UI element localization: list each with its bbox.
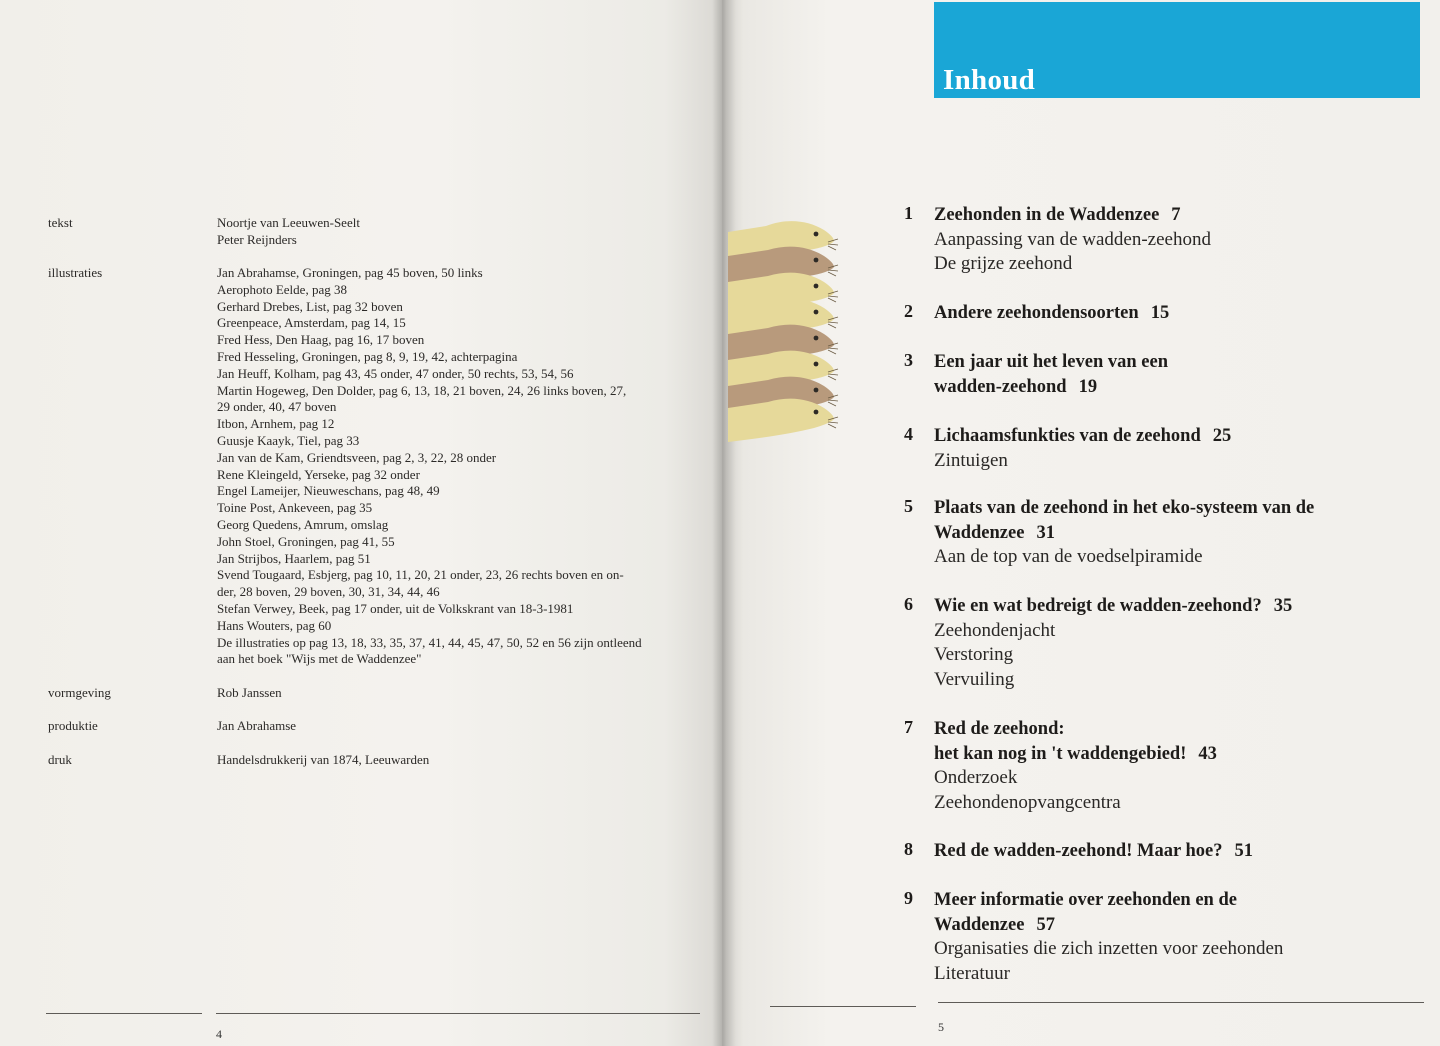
credit-lines (217, 718, 707, 735)
credit-line: De illustraties op pag 13, 18, 33, 35, 37, 41, 44, 45, 47, 50, 52 en 56 zijn ontleend (217, 634, 642, 650)
credit-line: Georg Quedens, Amrum, omslag (217, 516, 389, 532)
footer-rule-short-right (770, 1006, 916, 1007)
credit-line: Jan Abrahamse, Groningen, pag 45 boven, 50 links (217, 265, 483, 280)
toc-body (934, 350, 1374, 399)
toc-body (934, 839, 1374, 864)
toc-page: 31 (1036, 522, 1055, 543)
credit-line: Jan van de Kam, Griendtsveen, pag 2, 3, 22, 28 onder (217, 449, 497, 465)
credit-line: aan het boek "Wijs met de Waddenzee" (217, 651, 422, 667)
contents-header-banner (934, 2, 1420, 98)
toc-page: 51 (1234, 841, 1253, 861)
toc-body (934, 301, 1374, 326)
toc-subtitle: Verstoring (934, 644, 1014, 665)
credit-lines (217, 752, 707, 769)
toc-title-line: wadden-zeehond (934, 376, 1067, 397)
credit-line: Rob Janssen (217, 685, 282, 700)
credit-line: Gerhard Drebes, List, pag 32 boven (217, 298, 403, 314)
toc-number: 1 (904, 203, 913, 223)
book-gutter (712, 0, 736, 1046)
toc-body (934, 717, 1374, 815)
credit-lines (217, 685, 707, 702)
credit-label: vormgeving (48, 685, 111, 700)
credit-label: produktie (48, 718, 98, 733)
credit-line: Fred Hess, Den Haag, pag 16, 17 boven (217, 332, 425, 348)
credit-line: Jan Abrahamse (217, 718, 297, 733)
toc-subtitle: Literatuur (934, 962, 1010, 984)
toc-title-line: Een jaar uit het leven van een (934, 352, 1168, 372)
toc-number: 5 (904, 496, 913, 516)
toc-subtitle: Zeehondenopvangcentra (934, 791, 1121, 813)
seal-heads-illustration (728, 212, 843, 457)
credit-line: Fred Hesseling, Groningen, pag 8, 9, 19, 42, achterpagina (217, 348, 518, 364)
toc-number: 4 (904, 424, 913, 444)
toc-page: 15 (1150, 303, 1170, 323)
toc-subtitle: Vervuiling (934, 668, 1015, 690)
toc-title-line: Andere zeehondensoorten (934, 303, 1139, 323)
toc-subtitle: Aan de top van de voedselpiramide (934, 546, 1203, 567)
credit-line: Engel Lameijer, Nieuweschans, pag 48, 49 (217, 483, 440, 499)
toc-page: 19 (1078, 376, 1098, 397)
toc-body (934, 424, 1374, 473)
footer-rule-short (46, 1013, 202, 1014)
footer-rule-long-right (938, 1002, 1424, 1003)
toc-page: 57 (1036, 914, 1055, 935)
credit-line: John Stoel, Groningen, pag 41, 55 (217, 533, 395, 549)
toc-page: 43 (1198, 743, 1217, 764)
toc-number: 6 (904, 594, 913, 614)
credit-line: Noortje van Leeuwen-Seelt (217, 215, 360, 230)
credit-line: Peter Reijnders (217, 231, 297, 247)
credit-line: Martin Hogeweg, Den Dolder, pag 6, 13, 18, 21 boven, 24, 26 links boven, 27, (217, 382, 627, 398)
toc-page: 35 (1273, 596, 1293, 616)
toc-subtitle: Organisaties die zich inzetten voor zeehonden (934, 938, 1284, 959)
credit-line: Toine Post, Ankeveen, pag 35 (217, 500, 373, 516)
toc-title-line: Plaats van de zeehond in het eko-systeem van de (934, 498, 1315, 518)
credit-label: illustraties (48, 265, 103, 280)
credit-line: Itbon, Arnhem, pag 12 (217, 416, 335, 432)
credit-line: der, 28 boven, 29 boven, 30, 31, 34, 44, 46 (217, 584, 440, 600)
toc-subtitle: Zintuigen (934, 449, 1008, 471)
toc-subtitle: Zeehondenjacht (934, 619, 1056, 641)
toc-title (934, 350, 1374, 375)
toc-title-line: Lichaamsfunkties van de zeehond (934, 426, 1201, 446)
toc-body (934, 203, 1374, 277)
credit-label: tekst (48, 215, 73, 230)
toc-title (934, 521, 1374, 546)
toc-title-line: Wie en wat bedreigt de wadden-zeehond? (934, 596, 1262, 616)
toc-body (934, 594, 1374, 692)
credit-line: Jan Heuff, Kolham, pag 43, 45 onder, 47 onder, 50 rechts, 53, 54, 56 (217, 365, 574, 381)
toc-title (934, 594, 1374, 619)
credit-lines (217, 215, 707, 249)
toc-title (934, 913, 1374, 938)
toc-title (934, 888, 1374, 913)
toc-subtitle: Onderzoek (934, 767, 1018, 788)
toc-number: 3 (904, 350, 913, 370)
credit-line: Jan Strijbos, Haarlem, pag 51 (217, 550, 371, 566)
toc-title (934, 203, 1374, 228)
toc-number: 8 (904, 839, 913, 859)
toc-title (934, 839, 1374, 864)
contents-title: Inhoud (943, 64, 1036, 96)
toc-title-line: Waddenzee (934, 522, 1025, 543)
credit-line: Greenpeace, Amsterdam, pag 14, 15 (217, 315, 406, 331)
credit-line: Svend Tougaard, Esbjerg, pag 10, 11, 20, 21 onder, 23, 26 rechts boven en on- (217, 567, 624, 583)
toc-title (934, 717, 1374, 742)
toc-subtitle: De grijze zeehond (934, 253, 1073, 274)
page-number-left: 4 (216, 1027, 222, 1041)
toc-body (934, 496, 1374, 570)
footer-rule-long (216, 1013, 700, 1014)
toc-title-line: Zeehonden in de Waddenzee (934, 205, 1160, 225)
credit-line: Hans Wouters, pag 60 (217, 617, 332, 633)
toc-title (934, 742, 1374, 767)
toc-body (934, 888, 1374, 986)
toc-page: 25 (1212, 426, 1232, 446)
toc-title (934, 375, 1374, 400)
toc-subtitle: Aanpassing van de wadden-zeehond (934, 228, 1211, 250)
page-number-right: 5 (938, 1020, 944, 1034)
toc-number: 2 (904, 301, 913, 321)
toc-title (934, 301, 1374, 326)
credit-lines (217, 265, 707, 668)
toc-title-line: het kan nog in 't waddengebied! (934, 743, 1187, 764)
credit-line: 29 onder, 40, 47 boven (217, 399, 337, 415)
toc-title-line: Red de zeehond: (934, 719, 1065, 739)
credit-line: Stefan Verwey, Beek, pag 17 onder, uit de Volkskrant van 18-3-1981 (217, 600, 574, 616)
credit-line: Aerophoto Eelde, pag 38 (217, 281, 347, 297)
toc-title-line: Waddenzee (934, 914, 1025, 935)
toc-number: 9 (904, 888, 913, 908)
toc-title-line: Red de wadden-zeehond! Maar hoe? (934, 841, 1223, 861)
credit-label: druk (48, 752, 72, 767)
toc-page: 7 (1171, 205, 1181, 225)
toc-title-line: Meer informatie over zeehonden en de (934, 890, 1237, 910)
toc-number: 7 (904, 717, 913, 737)
credit-line: Rene Kleingeld, Yerseke, pag 32 onder (217, 466, 420, 482)
toc-title (934, 496, 1374, 521)
toc-title (934, 424, 1374, 449)
credit-line: Guusje Kaayk, Tiel, pag 33 (217, 432, 360, 448)
credit-line: Handelsdrukkerij van 1874, Leeuwarden (217, 752, 430, 767)
